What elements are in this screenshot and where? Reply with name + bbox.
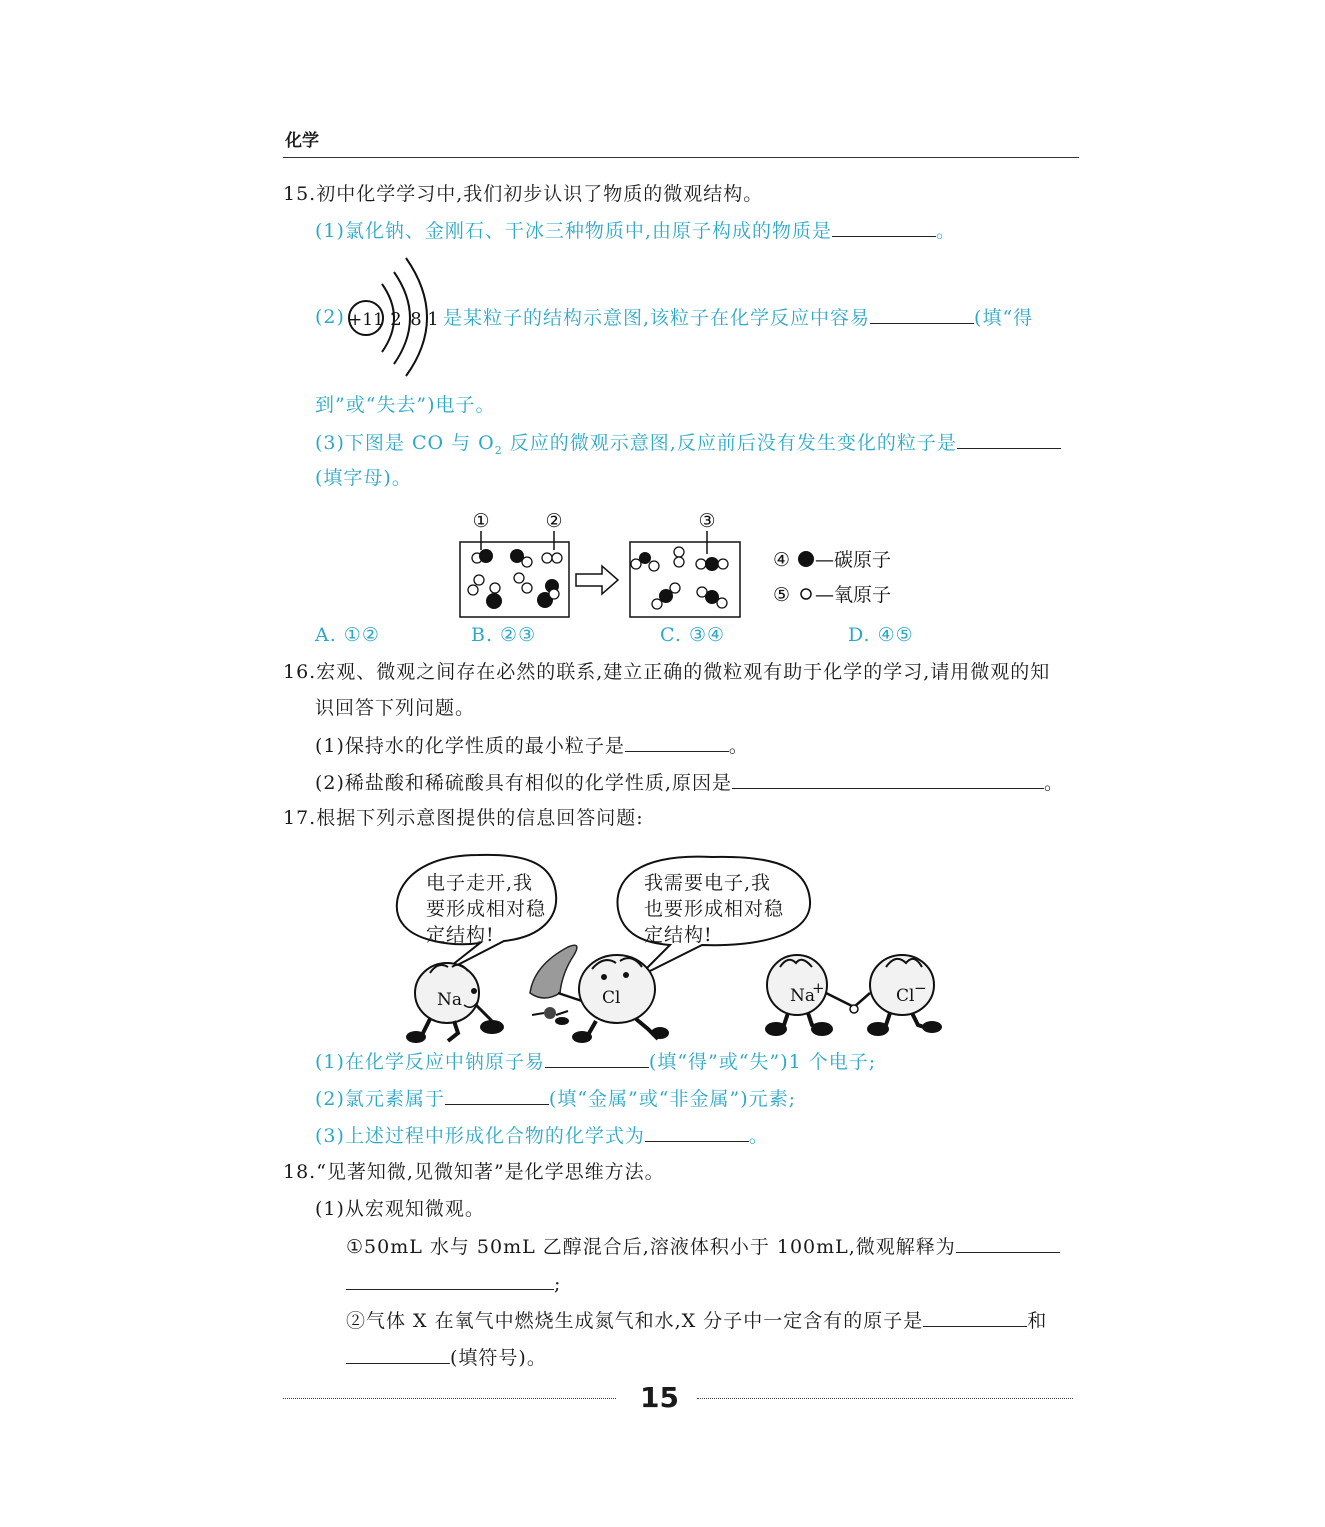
bubble2-line3: 定结构!	[644, 924, 713, 946]
q17-part3-text: (3)上述过程中形成化合物的化学式为	[315, 1125, 645, 1147]
label-cl-ion-charge: −	[914, 979, 927, 997]
label-cl-ion: Cl	[896, 986, 915, 1006]
legend-5-text: —氧原子	[815, 584, 892, 606]
q18-part1: (1)从宏观知微观。	[315, 1198, 485, 1220]
option-b[interactable]: B. ②③	[471, 624, 537, 646]
bubble1-line2: 要形成相对稳	[426, 898, 547, 920]
q17-part1-blank[interactable]	[545, 1049, 649, 1068]
label-2: ②	[545, 510, 563, 532]
option-c[interactable]: C. ③④	[660, 624, 726, 646]
q15-part1	[315, 218, 956, 243]
q16-part2-text: (2)稀盐酸和稀硫酸具有相似的化学性质,原因是	[315, 772, 732, 794]
q15-part3-subscript: 2	[494, 443, 503, 457]
label-cl: Cl	[602, 988, 621, 1008]
q18-item2-end: (填符号)。	[450, 1347, 547, 1369]
q17-part3-blank[interactable]	[645, 1123, 749, 1142]
q16-part1-text: (1)保持水的化学性质的最小粒子是	[315, 735, 625, 757]
q18-item2-line2	[346, 1345, 547, 1370]
q18-stem: 18.“见著知微,见微知著”是化学思维方法。	[283, 1161, 665, 1183]
q15-part2-line2: 到”或“失去”)电子。	[315, 394, 496, 416]
bubble1-line1: 电子走开,我	[426, 872, 534, 894]
shell3-electrons: 1	[427, 309, 439, 330]
q17-part1-tail: (填“得”或“失”)1 个电子;	[648, 1051, 877, 1073]
q17-part2	[315, 1086, 796, 1111]
label-na-ion-charge: +	[812, 979, 825, 997]
q15-part1-end: 。	[935, 220, 956, 242]
shell2-electrons: 8	[410, 309, 422, 330]
q16-part2-blank[interactable]	[732, 770, 1044, 789]
q18-item2-text: ②气体 X 在氧气中燃烧生成氮气和水,X 分子中一定含有的原子是	[346, 1310, 924, 1332]
q18-item1-blank-b[interactable]	[346, 1271, 554, 1290]
bubble2-line1: 我需要电子,我	[644, 872, 772, 894]
q18-item2-and: 和	[1027, 1310, 1048, 1332]
subject-header: 化学	[285, 131, 319, 151]
q17-part1-text: (1)在化学反应中钠原子易	[315, 1051, 545, 1073]
q17-part3-end: 。	[748, 1125, 769, 1147]
q15-part2-tail: (填“得	[974, 307, 1034, 329]
q18-item2-blank-a[interactable]	[923, 1308, 1027, 1327]
q16-part1-blank[interactable]	[625, 733, 729, 752]
q17-part2-tail: (填“金属”或“非金属”)元素;	[548, 1088, 797, 1110]
q15-part2-text: 是某粒子的结构示意图,该粒子在化学反应中容易	[443, 307, 871, 329]
q18-item2-blank-b[interactable]	[346, 1345, 450, 1364]
q15-part3	[315, 430, 1061, 463]
q15-stem: 15.初中化学学习中,我们初步认识了物质的微观结构。	[283, 183, 764, 205]
q18-item1-end: ;	[554, 1273, 562, 1295]
q18-item1-line2	[346, 1271, 561, 1296]
q16-stem-line1: 16.宏观、微观之间存在必然的联系,建立正确的微粒观有助于化学的学习,请用微观的知	[283, 661, 1051, 683]
electron-icon	[532, 1007, 569, 1025]
q17-part1	[315, 1049, 876, 1074]
label-3: ③	[698, 510, 716, 532]
footer-dotted-rule-left	[283, 1398, 616, 1399]
label-na: Na	[437, 990, 463, 1010]
page-number: 15	[640, 1381, 679, 1414]
legend-5-number: ⑤	[773, 584, 791, 606]
q16-part1	[315, 733, 749, 758]
oxygen-atom-icon	[801, 589, 811, 599]
reaction-diagram	[455, 502, 915, 626]
atom-structure-diagram	[342, 252, 442, 380]
q17-stem: 17.根据下列示意图提供的信息回答问题:	[283, 807, 644, 829]
q15-part3-text-b: 反应的微观示意图,反应前后没有发生变化的粒子是	[502, 432, 957, 454]
q15-part1-text: (1)氯化钠、金刚石、干冰三种物质中,由原子构成的物质是	[315, 220, 832, 242]
q15-part3-text-a: (3)下图是 CO 与 O	[315, 432, 495, 454]
q16-part1-end: 。	[728, 735, 749, 757]
legend-4-text: —碳原子	[815, 549, 892, 571]
shell1-electrons: 2	[390, 309, 402, 330]
q15-part3-blank[interactable]	[957, 430, 1061, 449]
q16-part2-end: 。	[1043, 772, 1064, 794]
footer-dotted-rule-right	[697, 1398, 1073, 1399]
bubble2-line2: 也要形成相对稳	[644, 898, 785, 920]
option-d[interactable]: D. ④⑤	[848, 624, 914, 646]
label-na-ion: Na	[790, 986, 816, 1006]
q15-part2-prefix: (2)	[315, 306, 345, 328]
q17-part2-text: (2)氯元素属于	[315, 1088, 445, 1110]
q18-item1-blank-a[interactable]	[956, 1234, 1060, 1253]
q18-item1	[346, 1234, 1060, 1259]
q16-stem-line2: 识回答下列问题。	[315, 697, 476, 719]
reactant-molecules	[468, 549, 562, 609]
header-rule	[283, 157, 1079, 158]
q16-part2	[315, 770, 1064, 795]
q18-item1-text: ①50mL 水与 50mL 乙醇混合后,溶液体积小于 100mL,微观解释为	[346, 1236, 956, 1258]
bubble1-line3: 定结构!	[426, 924, 495, 946]
q15-part2-blank[interactable]	[870, 305, 974, 324]
q15-part1-blank[interactable]	[832, 218, 936, 237]
label-1: ①	[472, 510, 490, 532]
q17-part2-blank[interactable]	[445, 1086, 549, 1105]
option-a[interactable]: A. ①②	[315, 624, 380, 646]
q18-item2	[346, 1308, 1047, 1333]
legend-4-number: ④	[773, 549, 791, 571]
q15-part3-line2: (填字母)。	[315, 467, 412, 489]
reaction-arrow-icon	[576, 566, 618, 594]
q15-part2	[443, 305, 1033, 330]
product-molecules	[631, 547, 728, 609]
carbon-atom-icon	[798, 551, 814, 567]
q17-part3	[315, 1123, 769, 1148]
nucleus-charge: +11	[348, 310, 384, 330]
